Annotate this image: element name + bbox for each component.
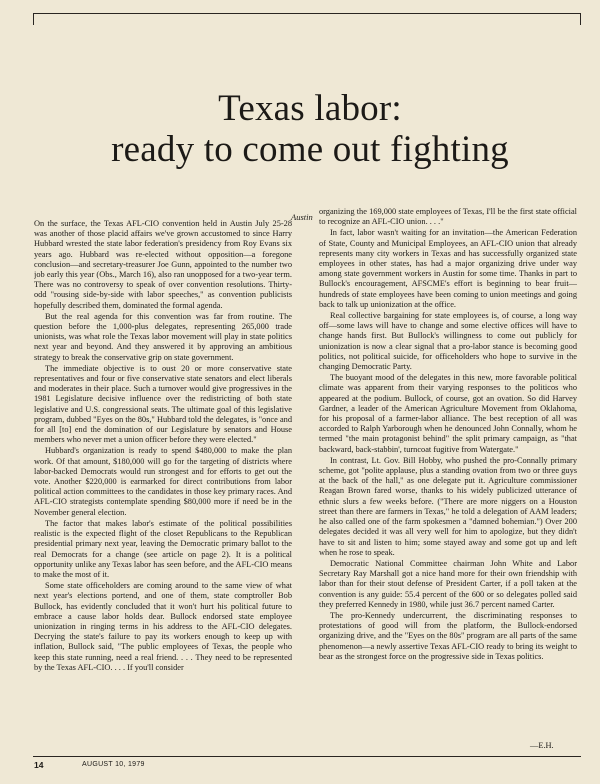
headline-line-2: ready to come out fighting: [111, 129, 509, 170]
article-headline: [40, 88, 580, 170]
footer-rule: [33, 756, 581, 757]
paragraph: In contrast, Lt. Gov. Bill Hobby, who pushed the pro-Connally primary scheme, got "polite applause, plus a standing ovation from two or three guys at the back of the hall," as one delegate put it. Agriculture commissioner Reagan Brown fared worse, thanks to his widely publicized utterance of ethnic slurs a few weeks before. ("There are more niggers on a Houston street than there are farmers in Texas," he told a delegation of AAM leaders; he also called one of the farm spokesmen a "damned bohemian.") Over 200 delegates decided it was all very well for him to apologize, but they didn't have to sit and listen to him; some stayed away and some got up and left when he rose to speak.: [319, 455, 577, 557]
paragraph: But the real agenda for this convention was far from routine. The question before the 1,000-plus delegates, representing 265,000 trade unionists, was what role the Texas labor movement will play in state politics next year and beyond. And they answered it by approving an ambitious strategy to break the conservative grip on state government.: [34, 311, 292, 362]
paragraph: Hubbard's organization is ready to spend $480,000 to make the plan work. Of that amount, $180,000 will go for the targeting of districts where labor-backed Democrats would run strongest and for efforts to get out the vote. Another $220,000 is earmarked for direct contributions from labor political action committees to the candidates in those key primary races. And AFL-CIO strategists contemplate spending $80,000 more if need be in the November general election.: [34, 446, 292, 517]
paragraph: Some state officeholders are coming around to the same view of what next year's elections portend, and one of them, state comptroller Bob Bullock, has evidently concluded that it won't hurt his political future to embrace a cause labor holds dear. Bullock endorsed state employee unionization in ringing terms in his address to the AFL-CIO delegates. Decrying the state's failure to pay its workers enough to keep up with inflation, Bullock said, "The public employees of Texas, the people who keep this state running, need a real friend. . . . They need to be represented by the Texas AFL-CIO. . . . If you'll consider: [34, 581, 292, 672]
paragraph: Democratic National Committee chairman John White and Labor Secretary Ray Marshall got a nice hand more for their own friendship with labor than for their stout defense of President Carter, if a poll taken at the convention is any guide: 55.4 percent of the 600 or so delegates polled said they preferred Kennedy in 1980, while just 36.7 percent named Carter.: [319, 558, 577, 609]
top-rule-right-tick: [580, 13, 581, 25]
paragraph: The buoyant mood of the delegates in this new, more favorable political climate was apparent from their varying responses to the politicos who appeared at the podium. Bullock, of course, got an ovation. So did Harvey Gardner, a leader of the American Agriculture Movement from Oklahoma, for his proposal of a farmer-labor alliance. The best reception of all was accorded to Ralph Yarborough when he denounced John Connally, whom he termed "the main protagonist behind" the split primary campaign, as "that backward, back-stabbin', turncoat fugitive from Watergate.": [319, 373, 577, 454]
paragraph: The pro-Kennedy undercurrent, the discriminating responses to protestations of good will from the platform, the Bullock-endorsed organizing drive, and the "Eyes on the 80s" program are all parts of the same phenomenon—a newly assertive Texas AFL-CIO ready to bring its weight to bear as the strongest force on the progressive side in Texas politics.: [319, 610, 577, 661]
article-column-left: [34, 219, 292, 755]
top-rule: [33, 13, 581, 14]
issue-date: AUGUST 10, 1979: [82, 761, 145, 768]
paragraph: The factor that makes labor's estimate of the political possibilities realistic is the expected flight of the closet Republicans to the Republican presidential primary next year, leaving the Democratic primary ballot to the real Democrats for a change (see article on page 2). It is a political opportunity unlike any Texas labor has seen before, and the AFL-CIO means to make the most of it.: [34, 518, 292, 579]
page-number: 14: [34, 760, 44, 770]
author-signature: —E.H.: [530, 741, 554, 750]
paragraph: organizing the 169,000 state employees of Texas, I'll be the first state official to recognize an AFL-CIO union. . . .": [319, 207, 577, 227]
paragraph: Real collective bargaining for state employees is, of course, a long way off—some laws will have to change and some elective offices will have to change hands first. But Bullock's willingness to come out publicly for unionization is now a clear signal that a pro-labor stance is becoming good politics, not political suicide, for officeholders who hope to survive in the changing Democratic Party.: [319, 311, 577, 372]
top-rule-left-tick: [33, 13, 34, 25]
dateline: Austin: [291, 212, 313, 222]
paragraph: In fact, labor wasn't waiting for an invitation—the American Federation of State, County and Municipal Employees, an AFL-CIO union that already represents many city workers in Texas and has successfully organized state employees in other states, has had a major organizing drive under way among state government workers in Austin for some time. Thanks in part to Bullock's encouragement, AFSCME's effort is beginning to bear fruit—hundreds of state employees have been coming to union meetings and going back to talk up unionization at the office.: [319, 228, 577, 309]
paragraph: The immediate objective is to oust 20 or more conservative state representatives and four or five conservative state senators and elect liberals and moderates in their place. Such a turnover would give progressives in the 1981 Legislature decisive influence over the redistricting of both state legislative and U.S. congressional seats. The ultimate goal of this legislative program, dubbed "Eyes on the 80s," Hubbard told the delegates, is "once and for all [to] end the domination of our Legislature by senators and House members who never met a union officer before they were elected.": [34, 363, 292, 445]
paragraph: On the surface, the Texas AFL-CIO convention held in Austin July 25-28 was another of those placid affairs we've grown accustomed to since Harry Hubbard wrested the state labor federation's presidency from Roy Evans six years ago. Hubbard was re-elected without opposition—a foregone conclusion—and secretary-treasurer Joe Gunn, appointed to the number two job early this year (Obs., March 16), also ran unopposed for a two-year term. There was no controversy to speak of over convention resolutions. Thirty-odd "rousing side-by-side with labor speeches," as convention publicists hopefully described them, dominated the formal agenda.: [34, 219, 292, 310]
article-column-right: [319, 207, 577, 752]
headline-line-1: Texas labor:: [218, 88, 402, 129]
